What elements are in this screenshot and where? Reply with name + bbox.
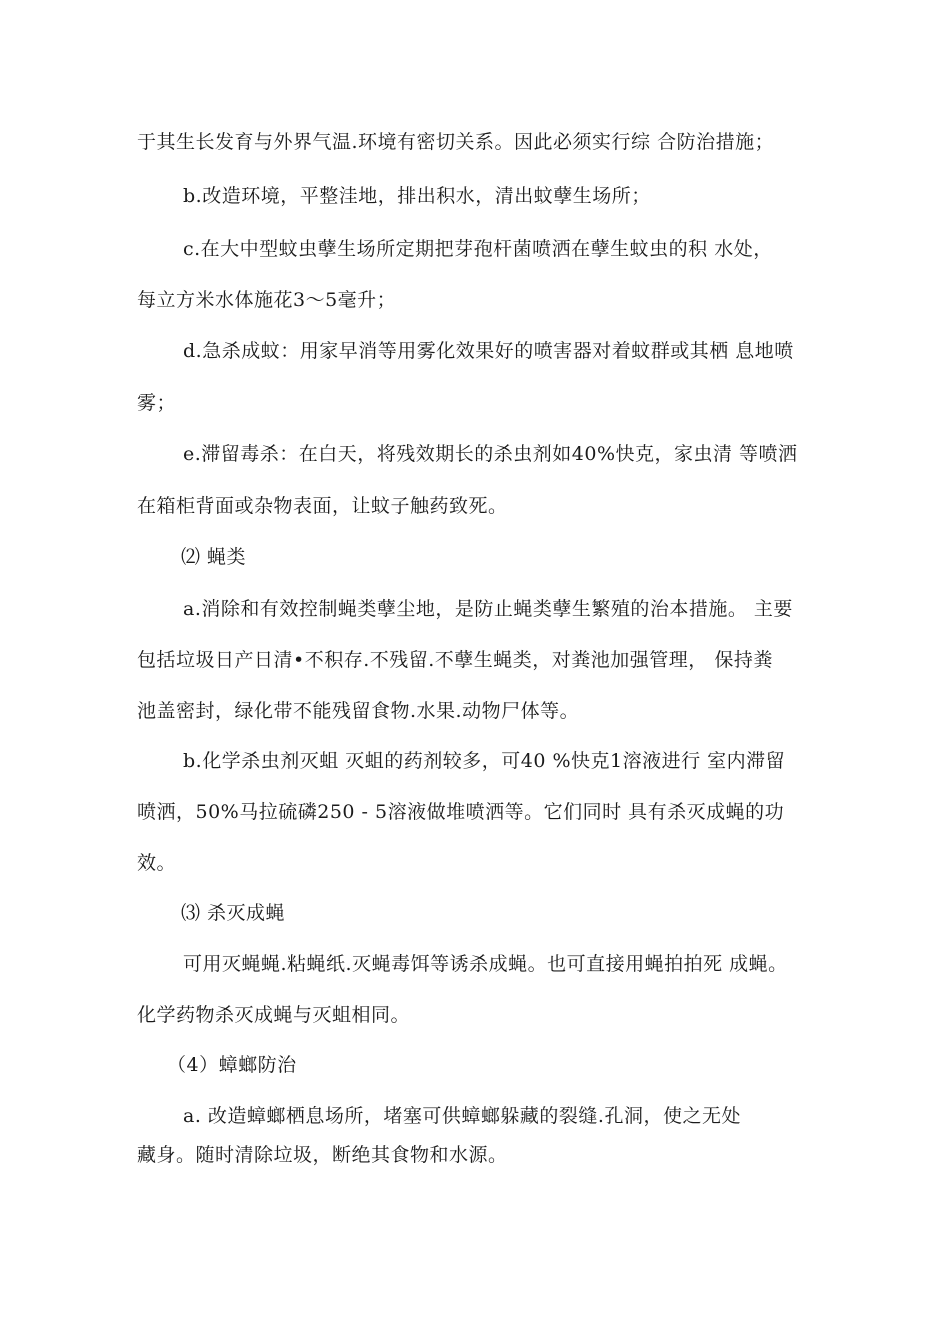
text-line-13: b.化学杀虫剂灭蛆 灭蛆的药剂较多，可40 %快克1溶液进行 室内滞留 (183, 750, 786, 772)
text-line-5: d.急杀成蚊：用家早消等用雾化效果好的喷害器对着蚊群或其栖 息地喷 (183, 340, 794, 362)
text-line-11: 包括垃圾日产日清•不积存.不残留.不孽生蝇类，对粪池加强管理， 保持粪 (137, 649, 773, 671)
text-line-8: 在箱柜背面或杂物表面，让蚊子触药致死。 (137, 495, 508, 517)
text-line-4: 每立方米水体施花3〜5毫升； (137, 289, 397, 311)
text-line-20: a. 改造蟑螂栖息场所，堵塞可供蟑螂躲藏的裂缝.孔洞，使之无处 (183, 1105, 741, 1127)
text-line-15: 效。 (137, 852, 177, 874)
text-line-2: b.改造环境，平整洼地，排出积水，清出蚊孽生场所； (183, 185, 651, 207)
text-line-1: 于其生长发育与外界气温.环境有密切关系。因此必须实行综 合防治措施； (137, 131, 775, 153)
section-heading-adult-flies: ⑶ 杀灭成蝇 (181, 902, 286, 924)
text-line-6: 雾； (137, 392, 177, 414)
section-heading-cockroaches: （4）蟑螂防治 (167, 1054, 297, 1076)
section-heading-flies: ⑵ 蝇类 (181, 546, 247, 568)
text-line-21: 藏身。随时清除垃圾，断绝其食物和水源。 (137, 1144, 508, 1166)
text-line-17: 可用灭蝇蝇.粘蝇纸.灭蝇毒饵等诱杀成蝇。也可直接用蝇拍拍死 成蝇。 (183, 953, 788, 975)
text-line-10: a.消除和有效控制蝇类孽尘地，是防止蝇类孽生繁殖的治本措施。 主要 (183, 598, 793, 620)
text-line-12: 池盖密封，绿化带不能残留食物.水果.动物尸体等。 (137, 700, 580, 722)
text-line-7: e.滞留毒杀：在白天，将残效期长的杀虫剂如40%快克，家虫清 等喷洒 (183, 443, 798, 465)
text-line-3: c.在大中型蚊虫孽生场所定期把芽孢杆菌喷洒在孽生蚊虫的积 水处， (183, 238, 773, 260)
text-line-18: 化学药物杀灭成蝇与灭蛆相同。 (137, 1004, 411, 1026)
text-line-14: 喷洒，50%马拉硫磷250 - 5溶液做堆喷洒等。它们同时 具有杀灭成蝇的功 (137, 801, 785, 823)
